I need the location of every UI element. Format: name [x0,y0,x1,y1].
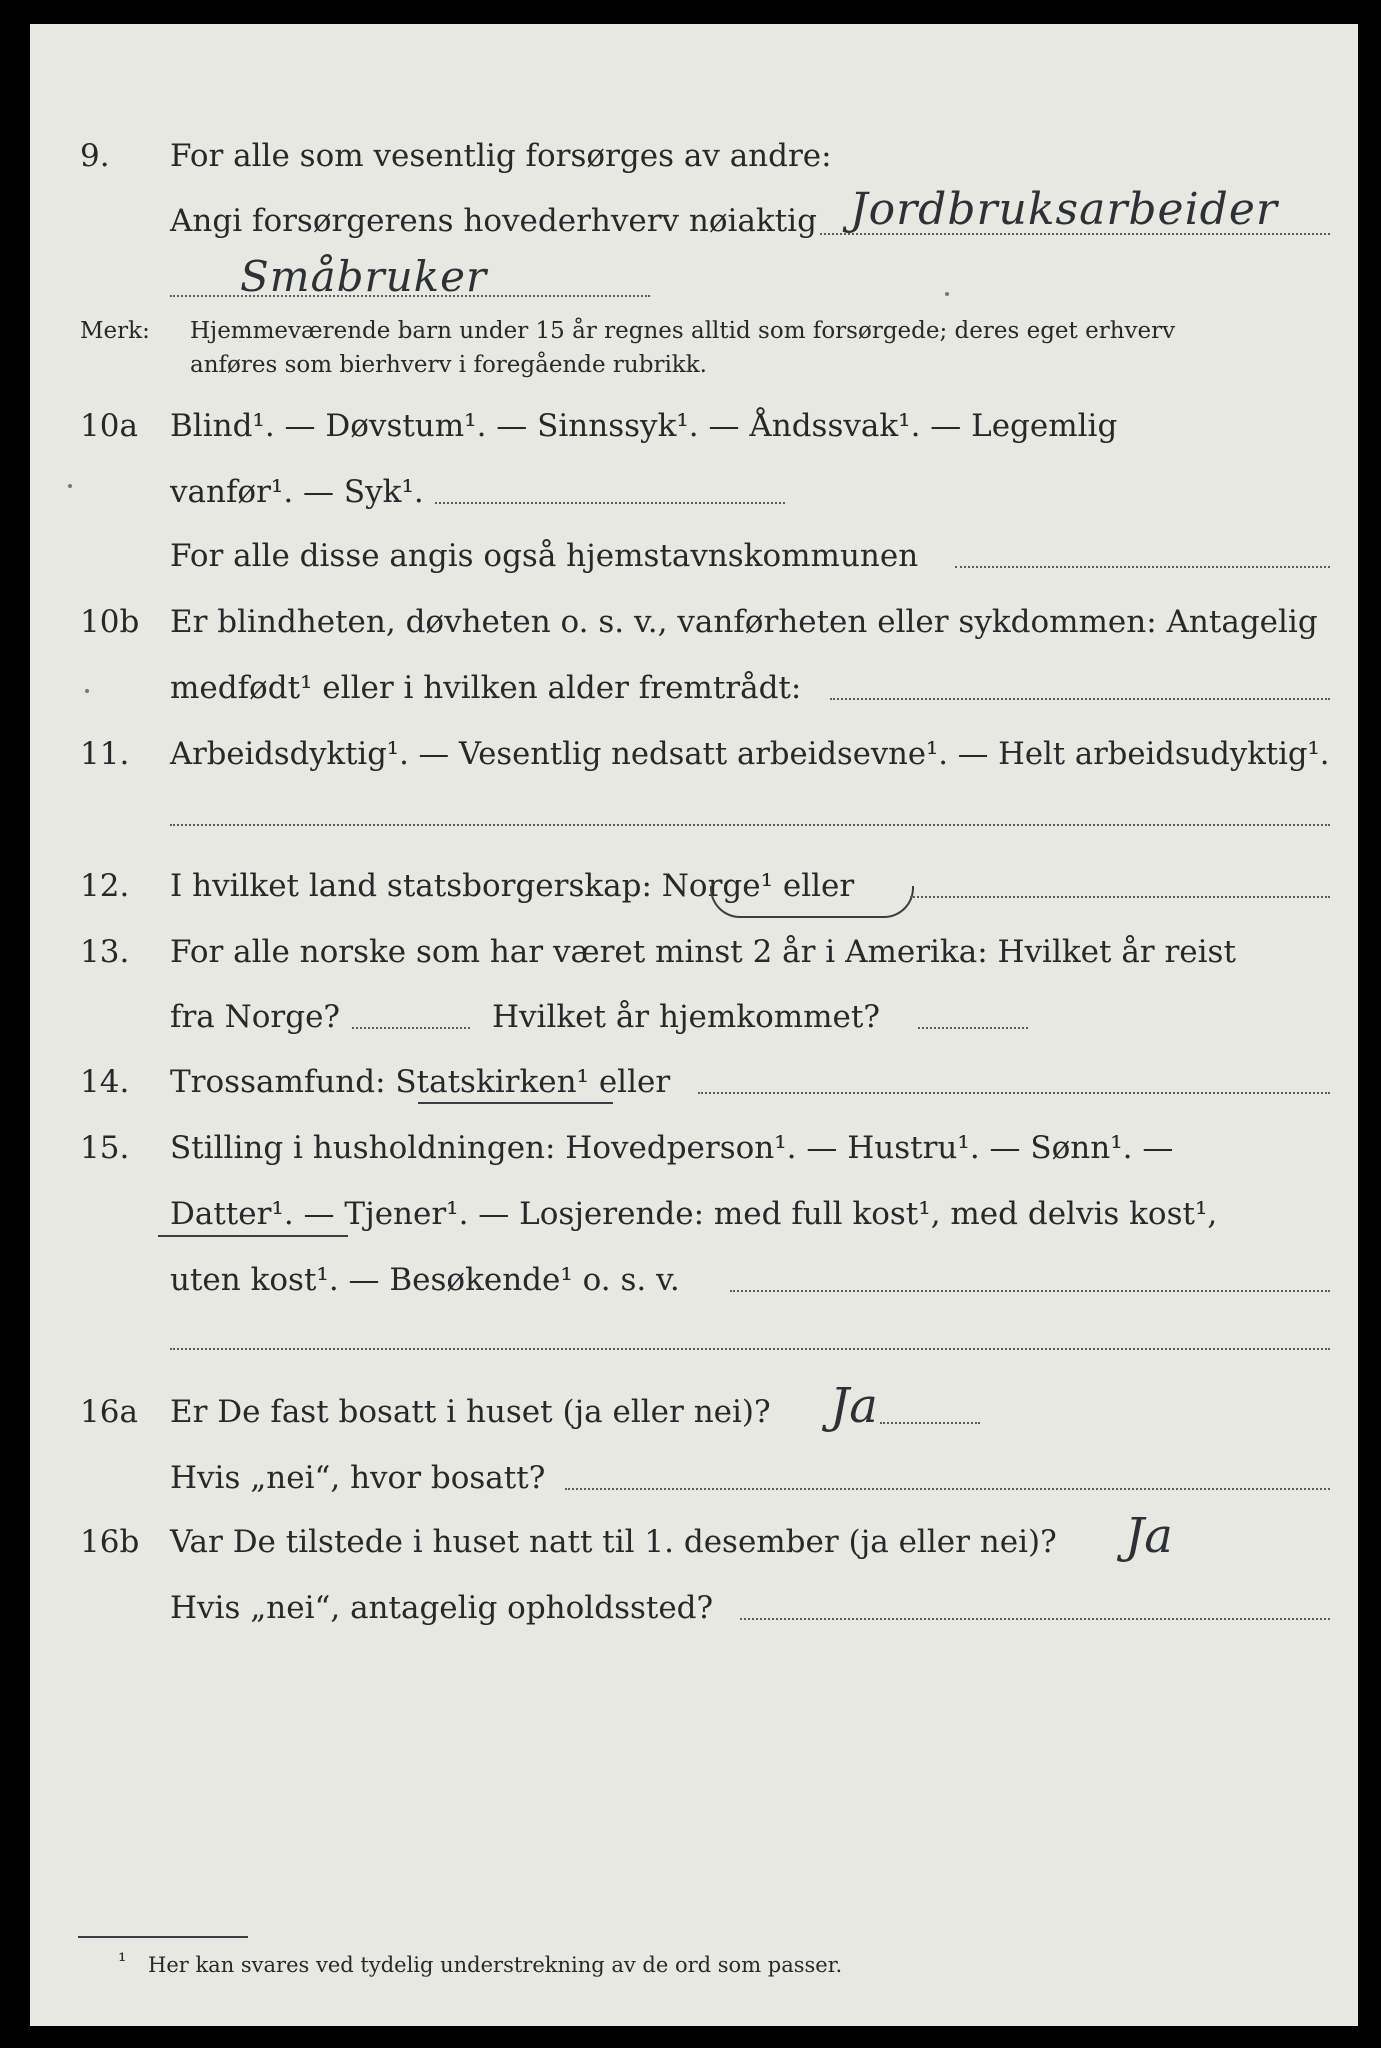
handwritten-answer-16a: Ja [830,1378,878,1434]
answer-line [918,1027,1028,1029]
question-13-line-2b: Hvilket år hjemkommet? [492,999,880,1035]
question-9-number: 9. [80,138,110,174]
answer-line [170,1348,1330,1350]
question-13-number: 13. [80,934,130,970]
answer-line [352,1027,470,1029]
question-16b-number: 16b [80,1524,140,1560]
handwritten-answer-occupation: Jordbruksarbeider [850,184,1278,235]
note-label: Merk: [80,318,150,344]
question-16a-line-2: Hvis „nei“, hvor bosatt? [170,1460,546,1496]
question-10b-line-1: Er blindheten, døvheten o. s. v., vanførheten eller sykdommen: Antagelig [170,604,1318,640]
handwritten-underline-norge [710,886,914,918]
paper-speck [85,689,89,693]
question-16b-line-1: Var De tilstede i huset natt til 1. desember (ja eller nei)? [170,1524,1057,1560]
question-12-number: 12. [80,868,130,904]
question-16a-number: 16a [80,1394,138,1430]
question-15-number: 15. [80,1130,130,1166]
footnote-mark: ¹ [118,1949,127,1973]
question-15-line-3: uten kost¹. — Besøkende¹ o. s. v. [170,1262,680,1298]
footnote-rule [78,1936,248,1938]
answer-line [740,1618,1330,1620]
question-13-line-2a: fra Norge? [170,999,341,1035]
question-10a-line-1: Blind¹. — Døvstum¹. — Sinnssyk¹. — Åndssvak¹. — Legemlig [170,408,1118,444]
question-11-line-1: Arbeidsdyktig¹. — Vesentlig nedsatt arbeidsevne¹. — Helt arbeidsudyktig¹. [170,736,1330,772]
question-9-line-1: For alle som vesentlig forsørges av andre: [170,138,832,174]
answer-line [730,1290,1330,1292]
answer-line [565,1488,1330,1490]
question-16a-line-1: Er De fast bosatt i huset (ja eller nei)? [170,1394,771,1430]
question-10a-line-2: vanfør¹. — Syk¹. [170,474,424,510]
answer-line [955,566,1330,568]
paper-speck [68,484,72,488]
answer-line [435,502,785,504]
question-10b-number: 10b [80,604,140,640]
note-line-2: anføres som bierhverv i foregående rubrikk. [190,352,707,378]
answer-line [910,896,1330,898]
question-14-number: 14. [80,1064,130,1100]
answer-line [830,698,1330,700]
question-10a-number: 10a [80,408,138,444]
handwritten-underline-statskirken [418,1102,613,1104]
question-10b-line-2: medfødt¹ eller i hvilken alder fremtrådt: [170,670,802,706]
question-16b-line-2: Hvis „nei“, antagelig opholdssted? [170,1590,714,1626]
answer-line [880,1422,980,1424]
question-10a-line-3: For alle disse angis også hjemstavnskommunen [170,538,919,574]
note-line-1: Hjemmeværende barn under 15 år regnes alltid som forsørgede; deres eget erhverv [190,318,1176,344]
answer-line [698,1092,1330,1094]
answer-line [170,824,1330,826]
handwritten-answer-16b: Ja [1125,1508,1173,1564]
question-13-line-1: For alle norske som har været minst 2 år i Amerika: Hvilket år reist [170,934,1236,970]
question-15-line-2: Datter¹. — Tjener¹. — Losjerende: med full kost¹, med delvis kost¹, [170,1196,1218,1232]
question-14-line-1: Trossamfund: Statskirken¹ eller [170,1064,671,1100]
question-12-line-1: I hvilket land statsborgerskap: Norge¹ eller [170,868,855,904]
question-11-number: 11. [80,736,130,772]
handwritten-underline-datter [158,1235,348,1237]
question-9-line-2: Angi forsørgerens hovederhverv nøiaktig [170,203,817,239]
census-form-page [30,24,1358,2026]
paper-speck [945,292,949,296]
question-15-line-1: Stilling i husholdningen: Hovedperson¹. — Hustru¹. — Sønn¹. — [170,1130,1174,1166]
footnote-text: Her kan svares ved tydelig understrekning av de ord som passer. [148,1953,843,1977]
handwritten-answer-occupation-2: Småbruker [240,252,488,301]
